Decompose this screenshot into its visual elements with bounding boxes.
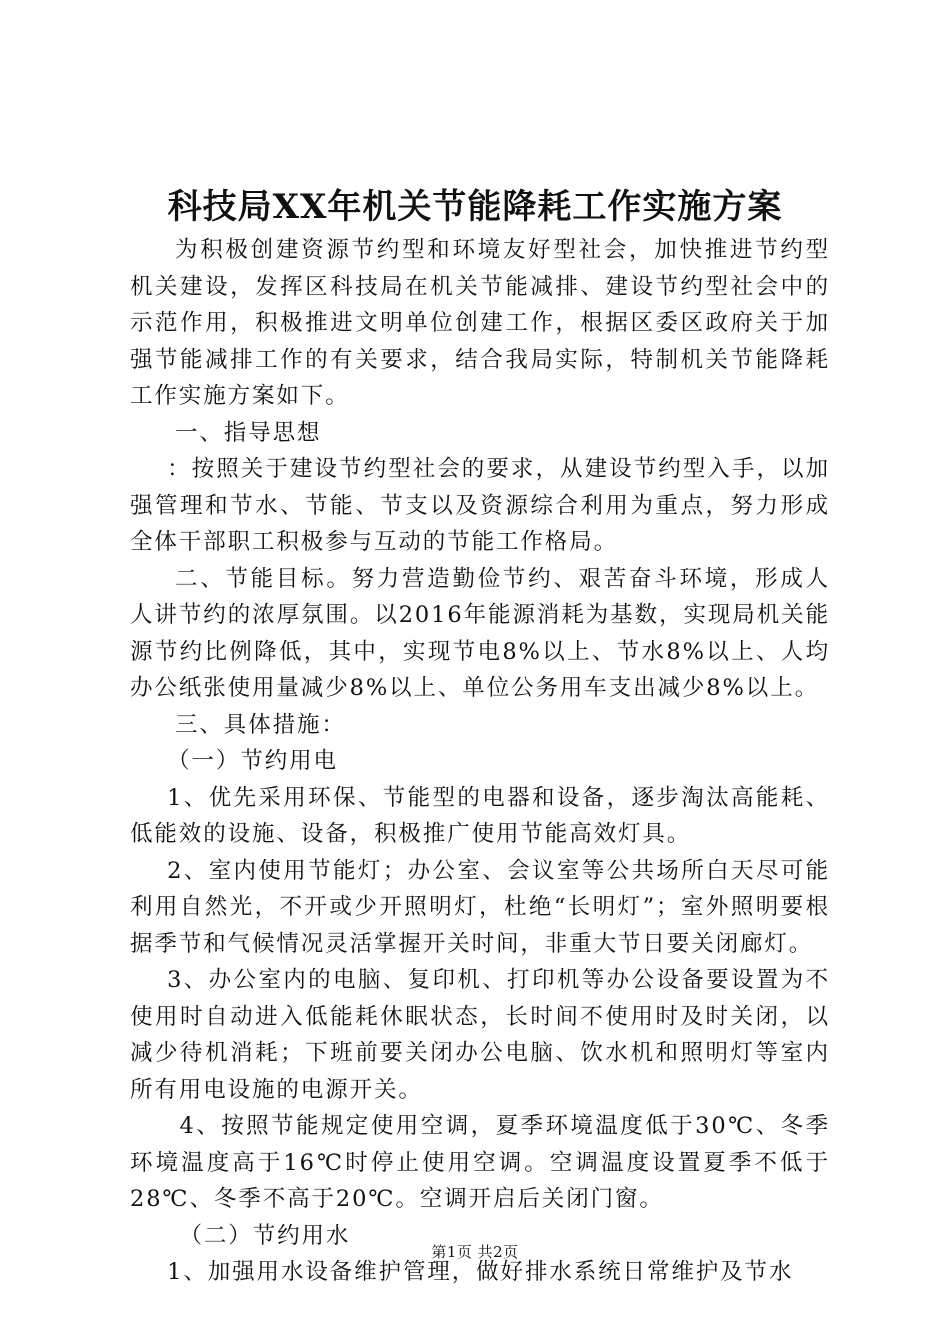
document-title: 科技局XX年机关节能降耗工作实施方案 (167, 187, 783, 227)
electricity-item-3: 3、办公室内的电脑、复印机、打印机等办公设备要设置为不使用时自动进入低能耗休眠状态，长时间不使用时及时关闭，以减少待机消耗；下班前要关闭办公电脑、饮水机和照明灯等室内所有用电设施的电源开关。 (130, 967, 830, 1103)
electricity-item-4: 4、按照节能规定使用空调，夏季环境温度低于30℃、冬季环境温度高于16℃时停止使用空调。空调温度设置夏季不低于28℃、冬季不高于20℃。空调开启后关闭门窗。 (130, 1113, 830, 1212)
electricity-item-2: 2、室内使用节能灯；办公室、会议室等公共场所白天尽可能利用自然光，不开或少开照明灯，杜绝“长明灯”；室外照明要根据季节和气候情况灵活掌握开关时间，非重大节日要关闭廊灯。 (130, 857, 830, 957)
section-heading-guiding-ideology: 一、指导思想 (175, 419, 322, 446)
section-heading-measures: 三、具体措施： (175, 711, 346, 738)
energy-target-paragraph: 二、节能目标。努力营造勤俭节约、艰苦奋斗环境，形成人人讲节约的浓厚氛围。以2016年能源消耗为基数，实现局机关能源节约比例降低，其中，实现节电8%以上、节水8%以上、人均办公纸张使用量减少8%以上、单位公务用车支出减少8%以上。 (130, 565, 830, 701)
electricity-item-1: 1、优先采用环保、节能型的电器和设备，逐步淘汰高能耗、低能效的设施、设备，积极推广使用节能高效灯具。 (130, 784, 830, 847)
subsection-heading-water: （二）节约用水 (179, 1222, 351, 1249)
page-number-footer: 第1页 共2页 (431, 1243, 519, 1261)
document-body (130, 232, 830, 1291)
intro-paragraph: 为积极创建资源节约型和环境友好型社会，加快推进节约型机关建设，发挥区科技局在机关节能减排、建设节约型社会中的示范作用，积极推进文明单位创建工作，根据区委区政府关于加强节能减排工作的有关要求，结合我局实际，特制机关节能降耗工作实施方案如下。 (130, 237, 830, 409)
water-item-1: 1、加强用水设备维护管理，做好排水系统日常维护及节水 (167, 1259, 794, 1285)
guiding-ideology-paragraph: ：按照关于建设节约型社会的要求，从建设节约型入手，以加强管理和节水、节能、节支以及资源综合利用为重点，努力形成全体干部职工积极参与互动的节能工作格局。 (130, 456, 830, 555)
subsection-heading-electricity: （一）节约用电 (167, 748, 338, 774)
